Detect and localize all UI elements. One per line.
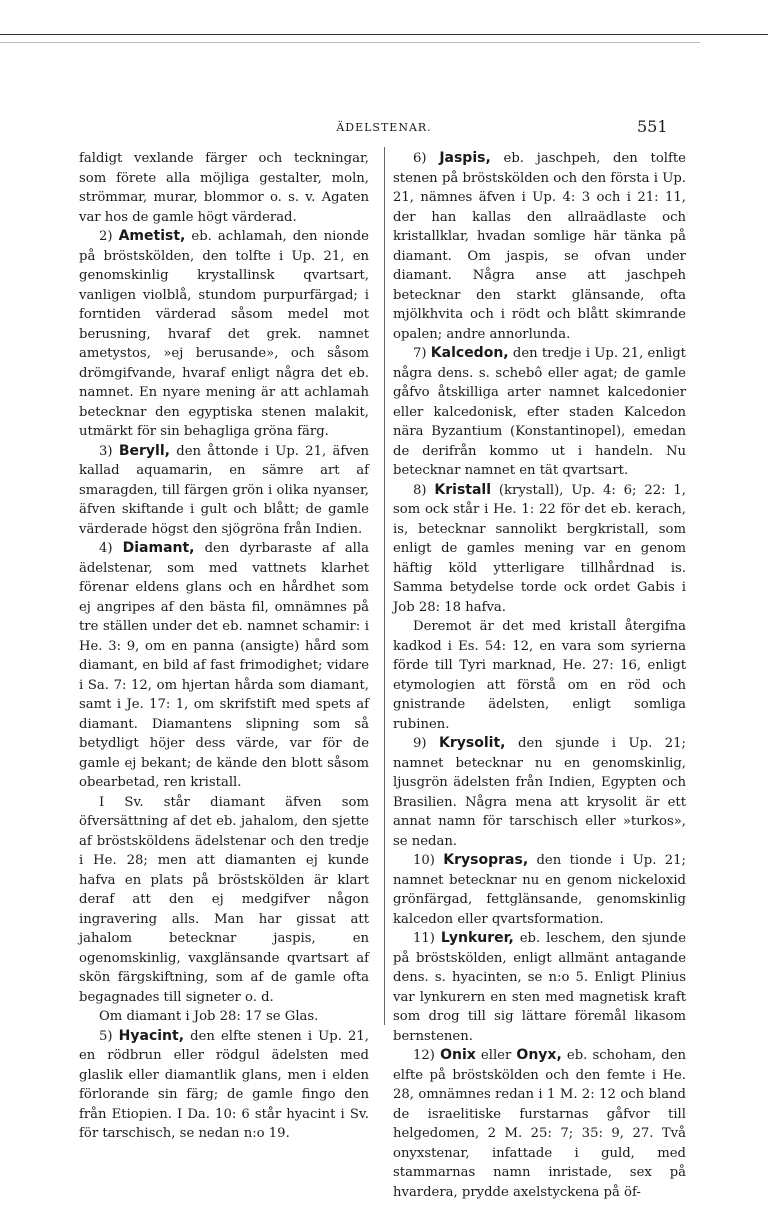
entry-heading: Jaspis, [439,150,491,166]
entry-jaspis: 6) Jaspis, eb. jaschpeh, den tolfte stenen på bröstskölden och den första i Up. 21, nämnes äfven i Up. 4: 3 och i 21: 11, der han kallas den allraädlaste och kristallklar, hvadan somlige här tänka på diamant. Om jaspis, se ofvan under diamant. Några anse att jaschpeh betecknar den starkt glänsande, ofta mjölkhvita och i rödt och blått skimrande opalen; andre annorlunda. [393,150,686,342]
entry-heading: Lynkurer, [440,930,514,946]
entry-heading: Beryll, [118,442,170,459]
entry-hyacint: 5) Hyacint, den elfte stenen i Up. 21, en rödbrun eller rödgul ädelsten med glaslik eller diamantlik glans, men i elden förlorande sin färg; de gamle fingo den från Etiopien. I Da. 10: 6 står hyacint i Sv. för tarschisch, se nedan n:o 19. [79,1027,369,1141]
entry-diamant: 4) Diamant, den dyrbaraste af alla ädelstenar, som med vattnets klarhet förenar eldens glans och en hårdhet som ej angripes af den bästa fil, omnämnes på tre ställen under det eb. namnet schamir: i He. 3: 9, om en panna (ansigte) hård som diamant, en bild af fast frimodighet; vidare i Sa. 7: 12, om hjertan hårda som diamant, samt i Je. 17: 1, om skrifstift med spets af diamant. Diamantens slipning som så betydligt höjer dess värde, var för de gamle ej bekant; de kände den blott såsom obearbetad, ren kristall. [79,540,369,790]
entry-heading: Ametist, [118,228,186,244]
entry-ametist: 2) Ametist, eb. achlamah, den nionde på bröstskölden, den tolfte i Up. 21, en genomskinlig krystallinsk qvartsart, vanligen violblå, stundom purpurfärgad; i forntiden värderad såsom medel mot berusning, hvaraf det grek. namnet ametystos, »ej berusande», och såsom drömgifvande, hvaraf enligt några det eb. namnet. En nyare mening är att achlamah betecknar den egyptiska stenen malakit, utmärkt för sin behagliga gröna färg. [79,228,369,439]
entry-krysopras: 10) Krysopras, den tionde i Up. 21; namnet betecknar nu en genom nickeloxid grönfärgad, fettglänsande, genomskinlig kalcedon eller qvartsformation. [393,852,686,927]
entry-kalcedon: 7) Kalcedon, den tredje i Up. 21, enligt några dens. s. schebô eller agat; de gamle gåfvo åtskilliga arter namnet kalcedonier eller kalcedonisk, efter staden Kalcedon nära Byzantium (Konstantinopel), emedan de derifrån kommo ut i handeln. Nu betecknar namnet en tät qvartsart. [393,345,686,478]
column-divider [384,147,385,1025]
entry-krysolit: 9) Krysolit, den sjunde i Up. 21; namnet betecknar nu en genomskinlig, ljusgrön ädelsten från Indien, Egypten och Brasilien. Några mena att krysolit är ett annat namn för tarschisch eller »turkos», se nedan. [393,735,686,849]
entry-beryll: 3) Beryll, den åttonde i Up. 21, äfven kallad aquamarin, en sämre art af smaragden, till färgen grön i olika nyanser, äfven skiftande i gult och blått; de gamle värderade högst den sjögröna från Indien. [79,442,369,537]
left-column [79,149,369,1144]
entry-onix: 12) Onix eller Onyx, eb. schoham, den elfte på bröstskölden och den femte i He. 28, omnämnes redan i 1 M. 2: 12 och bland de israelitiske furstarnas gåfvor till helgedomen, 2 M. 25: 7; 35: 9, 27. Två onyxstenar, infattade i guld, med stammarnas namn inristade, sex på hvardera, prydde axelstyckena på öf- [393,1047,686,1200]
entry-heading: Hyacint, [118,1027,185,1044]
top-rule [0,34,768,35]
entry-lynkurer: 11) Lynkurer, eb. leschem, den sjunde på bröstskölden, enligt allmänt antagande dens. s. hyacinten, se n:o 5. Enligt Plinius var lynkurern en sten med magnetisk kraft som drog till sig lättare föremål likasom bernstenen. [393,930,687,1044]
entry-heading: Onix [440,1047,476,1063]
entry-heading: Kristall [434,481,492,498]
paragraph: faldigt vexlande färger och teckningar, som förete alla möjliga gestalter, moln, strömmar, murar, blommor o. s. v. Agaten var hos de gamle högt värderad. [79,151,369,225]
running-title: ÄDELSTENAR. [336,121,432,134]
right-column [393,149,686,1202]
entry-heading: Diamant, [122,540,195,556]
entry-kristall: 8) Kristall (krystall), Up. 4: 6; 22: 1, som ock står i He. 1: 22 för det eb. kerach, is, betecknar sannolikt bergkristall, som enligt de gamles mening var en genom häftig köld ytterligare tillhårdnad is. Samma betydelse torde ock ordet Gabis i Job 28: 18 hafva. [393,481,686,615]
top-rule-faint [0,42,700,43]
paragraph: Om diamant i Job 28: 17 se Glas. [99,1009,319,1024]
entry-heading-alt: Onyx, [516,1047,562,1063]
entry-heading: Krysolit, [439,735,506,751]
entry-heading: Krysopras, [443,852,529,868]
paragraph: Deremot är det med kristall återgifna kadkod i Es. 54: 12, en vara som syrierna förde till Tyri marknad, He. 27: 16, enligt etymologien att förstå om en röd och gnistrande ädelsten, enligt somliga rubinen. [393,619,686,732]
entry-heading: Kalcedon, [430,345,509,361]
page-number: 551 [637,117,668,136]
paragraph: I Sv. står diamant äfven som öfversättning af det eb. jahalom, den sjette af bröstsköldens ädelstenar och den tredje i He. 28; men att diamanten ej kunde hafva en plats på bröstskölden är klart deraf att den ej medgifver någon ingravering alls. Man har gissat att jahalom betecknar jaspis, en ogenomskinlig, vaxglänsande qvartsart af skön färgskiftning, som af de gamle ofta begagnades till signeter o. d. [79,794,369,1005]
